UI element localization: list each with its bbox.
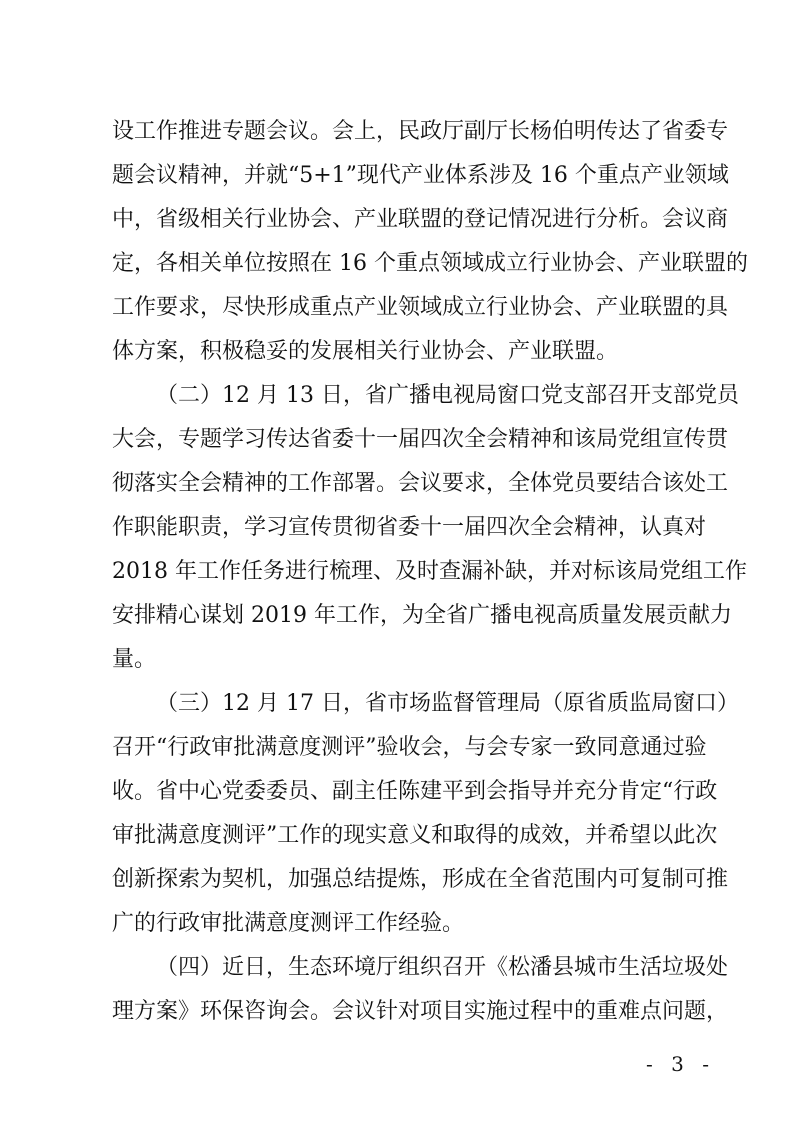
text-line: 中，省级相关行业协会、产业联盟的登记情况进行分析。会议商	[112, 207, 729, 232]
text-line: 题会议精神，并就“5+1”现代产业体系涉及 16 个重点产业领域	[112, 163, 729, 188]
text-line: 体方案，积极稳妥的发展相关行业协会、产业联盟。	[112, 339, 619, 364]
text-line: 审批满意度测评”工作的现实意义和取得的成效，并希望以此次	[112, 823, 718, 848]
text-line: 安排精心谋划 2019 年工作，为全省广播电视高质量发展贡献力	[112, 603, 732, 628]
text-line: 工作要求，尽快形成重点产业领域成立行业协会、产业联盟的具	[112, 295, 729, 320]
text-line: 理方案》环保咨询会。会议针对项目实施过程中的重难点问题，	[112, 999, 729, 1024]
text-line: 量。	[112, 647, 157, 672]
text-line: 广的行政审批满意度测评工作经验。	[112, 911, 465, 936]
text-line: 大会，专题学习传达省委十一届四次全会精神和该局党组宣传贯	[112, 427, 729, 452]
text-line: 2018 年工作任务进行梳理、及时查漏补缺，并对标该局党组工作	[112, 559, 747, 584]
text-line: 作职能职责，学习宣传贯彻省委十一届四次全会精神，认真对	[112, 515, 707, 540]
text-line: 设工作推进专题会议。会上，民政厅副厅长杨伯明传达了省委专	[112, 119, 729, 144]
text-line: 彻落实全会精神的工作部署。会议要求，全体党员要结合该处工	[112, 471, 729, 496]
paragraph-start-line: （三）12 月 17 日，省市场监督管理局（原省质监局窗口）	[156, 691, 739, 716]
page-number: - 3 -	[646, 1052, 715, 1076]
text-line: 定，各相关单位按照在 16 个重点领域成立行业协会、产业联盟的	[112, 251, 748, 276]
paragraph-start-line: （四）近日，生态环境厅组织召开《松潘县城市生活垃圾处	[156, 955, 729, 980]
paragraph-start-line: （二）12 月 13 日，省广播电视局窗口党支部召开支部党员	[156, 383, 739, 408]
text-line: 收。省中心党委委员、副主任陈建平到会指导并充分肯定“行政	[112, 779, 718, 804]
text-line: 创新探索为契机，加强总结提炼，形成在全省范围内可复制可推	[112, 867, 729, 892]
text-line: 召开“行政审批满意度测评”验收会，与会专家一致同意通过验	[112, 735, 707, 760]
